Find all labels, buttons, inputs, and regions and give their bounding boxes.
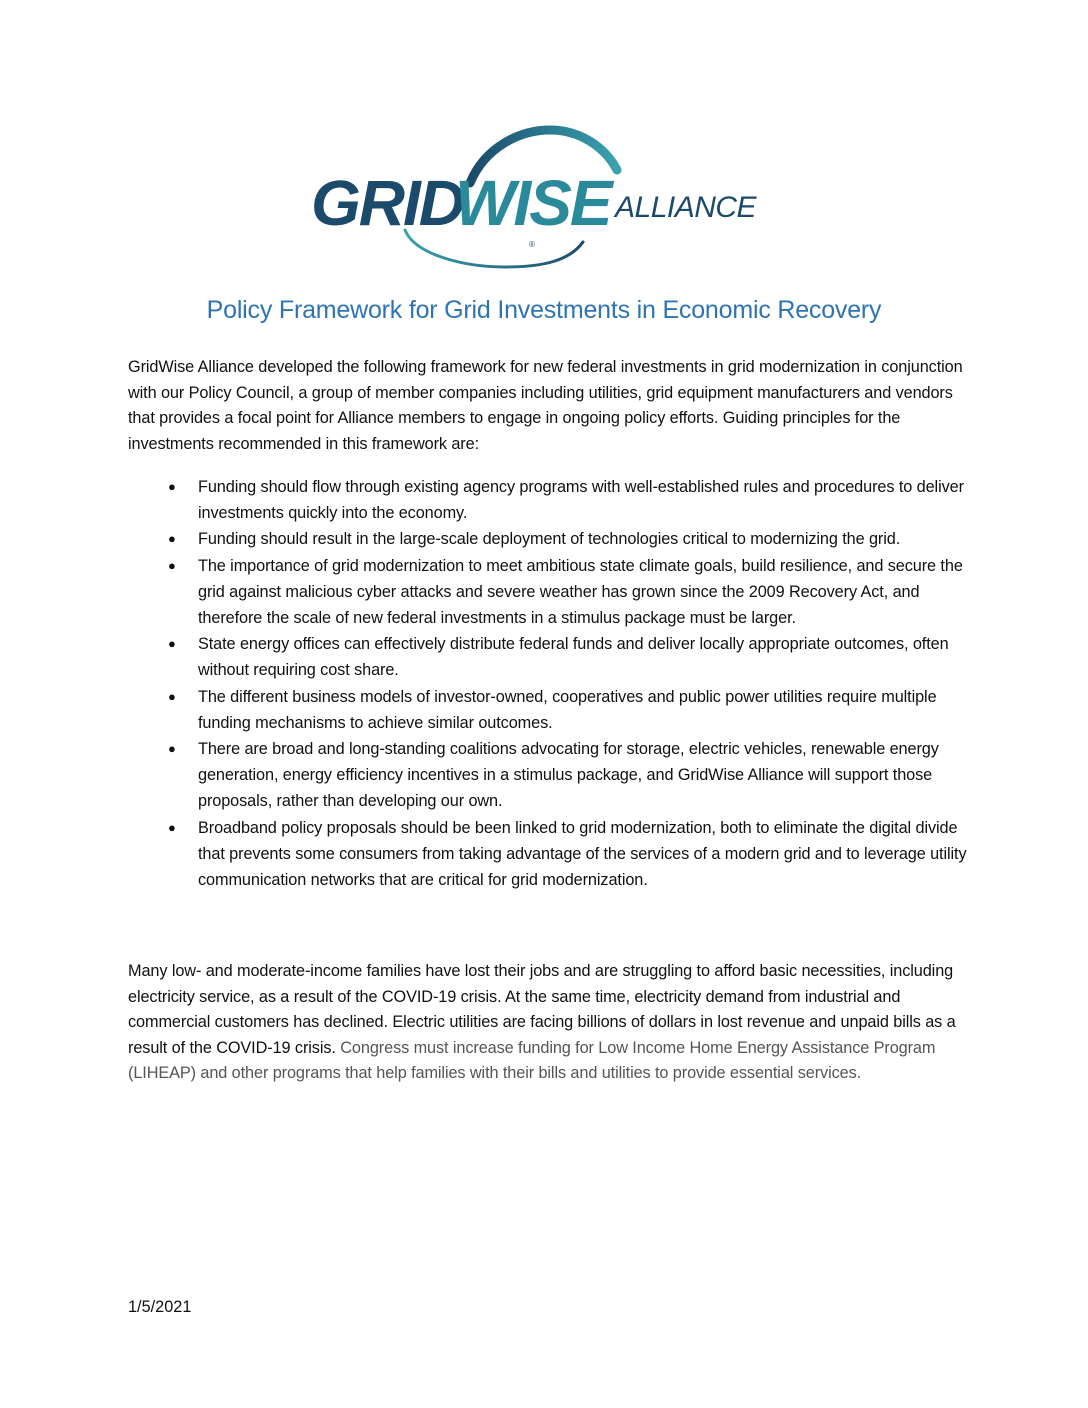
logo-registered-mark: ®	[529, 240, 535, 249]
logo-alliance-text: ALLIANCE	[615, 191, 757, 224]
bullet-icon: ●	[168, 636, 176, 652]
logo-wise-text: WISE	[455, 167, 611, 239]
closing-paragraph	[128, 959, 968, 1087]
list-item-text: The different business models of investor-owned, cooperatives and public power utilities require multiple funding mechanisms to achieve similar outcomes.	[198, 687, 937, 732]
gridwise-alliance-logo	[305, 125, 785, 275]
bullet-icon: ●	[168, 819, 176, 835]
list-item	[128, 631, 968, 683]
logo-graphic	[305, 125, 785, 275]
bullet-icon: ●	[168, 741, 176, 757]
closing-call-to-action: Congress must increase funding for Low Income Home Energy Assistance Program (LIHEAP) and other programs that help families with their bills and utilities to provide essential services.	[128, 1038, 936, 1083]
intro-paragraph: GridWise Alliance developed the following framework for new federal investments in grid modernization in conjunction with our Policy Council, a group of member companies including utilities, grid equipment manufacturers and vendors that provides a focal point for Alliance members to engage in ongoing policy efforts. Guiding principles for the investments recommended in this framework are:	[128, 358, 963, 453]
bullet-icon: ●	[168, 479, 176, 494]
principles-list	[128, 474, 968, 893]
list-item	[128, 815, 968, 894]
list-item	[128, 736, 968, 815]
closing-text: Many low- and moderate-income families have lost their jobs and are struggling to afford basic necessities, including electricity service, as a result of the COVID-19 crisis. At the same time, electricity demand from industrial and commercial customers has declined. Electric utilities are facing billions of dollars in lost revenue and unpaid bills as a result of the COVID-19 crisis.	[128, 962, 956, 1057]
list-item-text: Broadband policy proposals should be been linked to grid modernization, both to eliminate the digital divide that prevents some consumers from taking advantage of the services of a modern grid and to leverage utility communication networks that are critical for grid modernization.	[198, 818, 967, 890]
list-item	[128, 684, 968, 736]
list-item-text: The importance of grid modernization to meet ambitious state climate goals, build resilience, and secure the grid against malicious cyber attacks and severe weather has grown since the 2009 Recovery Act, and therefore the scale of new federal investments in a stimulus package must be larger.	[198, 556, 963, 628]
list-item	[128, 526, 968, 552]
list-item-text: Funding should flow through existing agency programs with well-established rules and procedures to deliver investments quickly into the economy.	[198, 478, 964, 523]
list-item-text: There are broad and long-standing coalitions advocating for storage, electric vehicles, renewable energy generation, energy efficiency incentives in a stimulus package, and GridWise Alliance will support those proposals, rather than developing our own.	[198, 740, 939, 811]
list-item	[128, 553, 968, 632]
bullet-icon: ●	[168, 531, 176, 547]
document-date: 1/5/2021	[128, 1298, 192, 1316]
bullet-icon: ●	[168, 688, 176, 704]
list-item	[128, 474, 968, 526]
page-title: Policy Framework for Grid Investments in Economic Recovery	[206, 296, 882, 324]
logo-grid-text: GRID	[311, 167, 463, 239]
bullet-icon: ●	[168, 557, 176, 573]
list-item-text: Funding should result in the large-scale deployment of technologies critical to modernizing the grid.	[198, 530, 901, 549]
list-item-text: State energy offices can effectively distribute federal funds and deliver locally appropriate outcomes, often without requiring cost share.	[198, 635, 949, 680]
